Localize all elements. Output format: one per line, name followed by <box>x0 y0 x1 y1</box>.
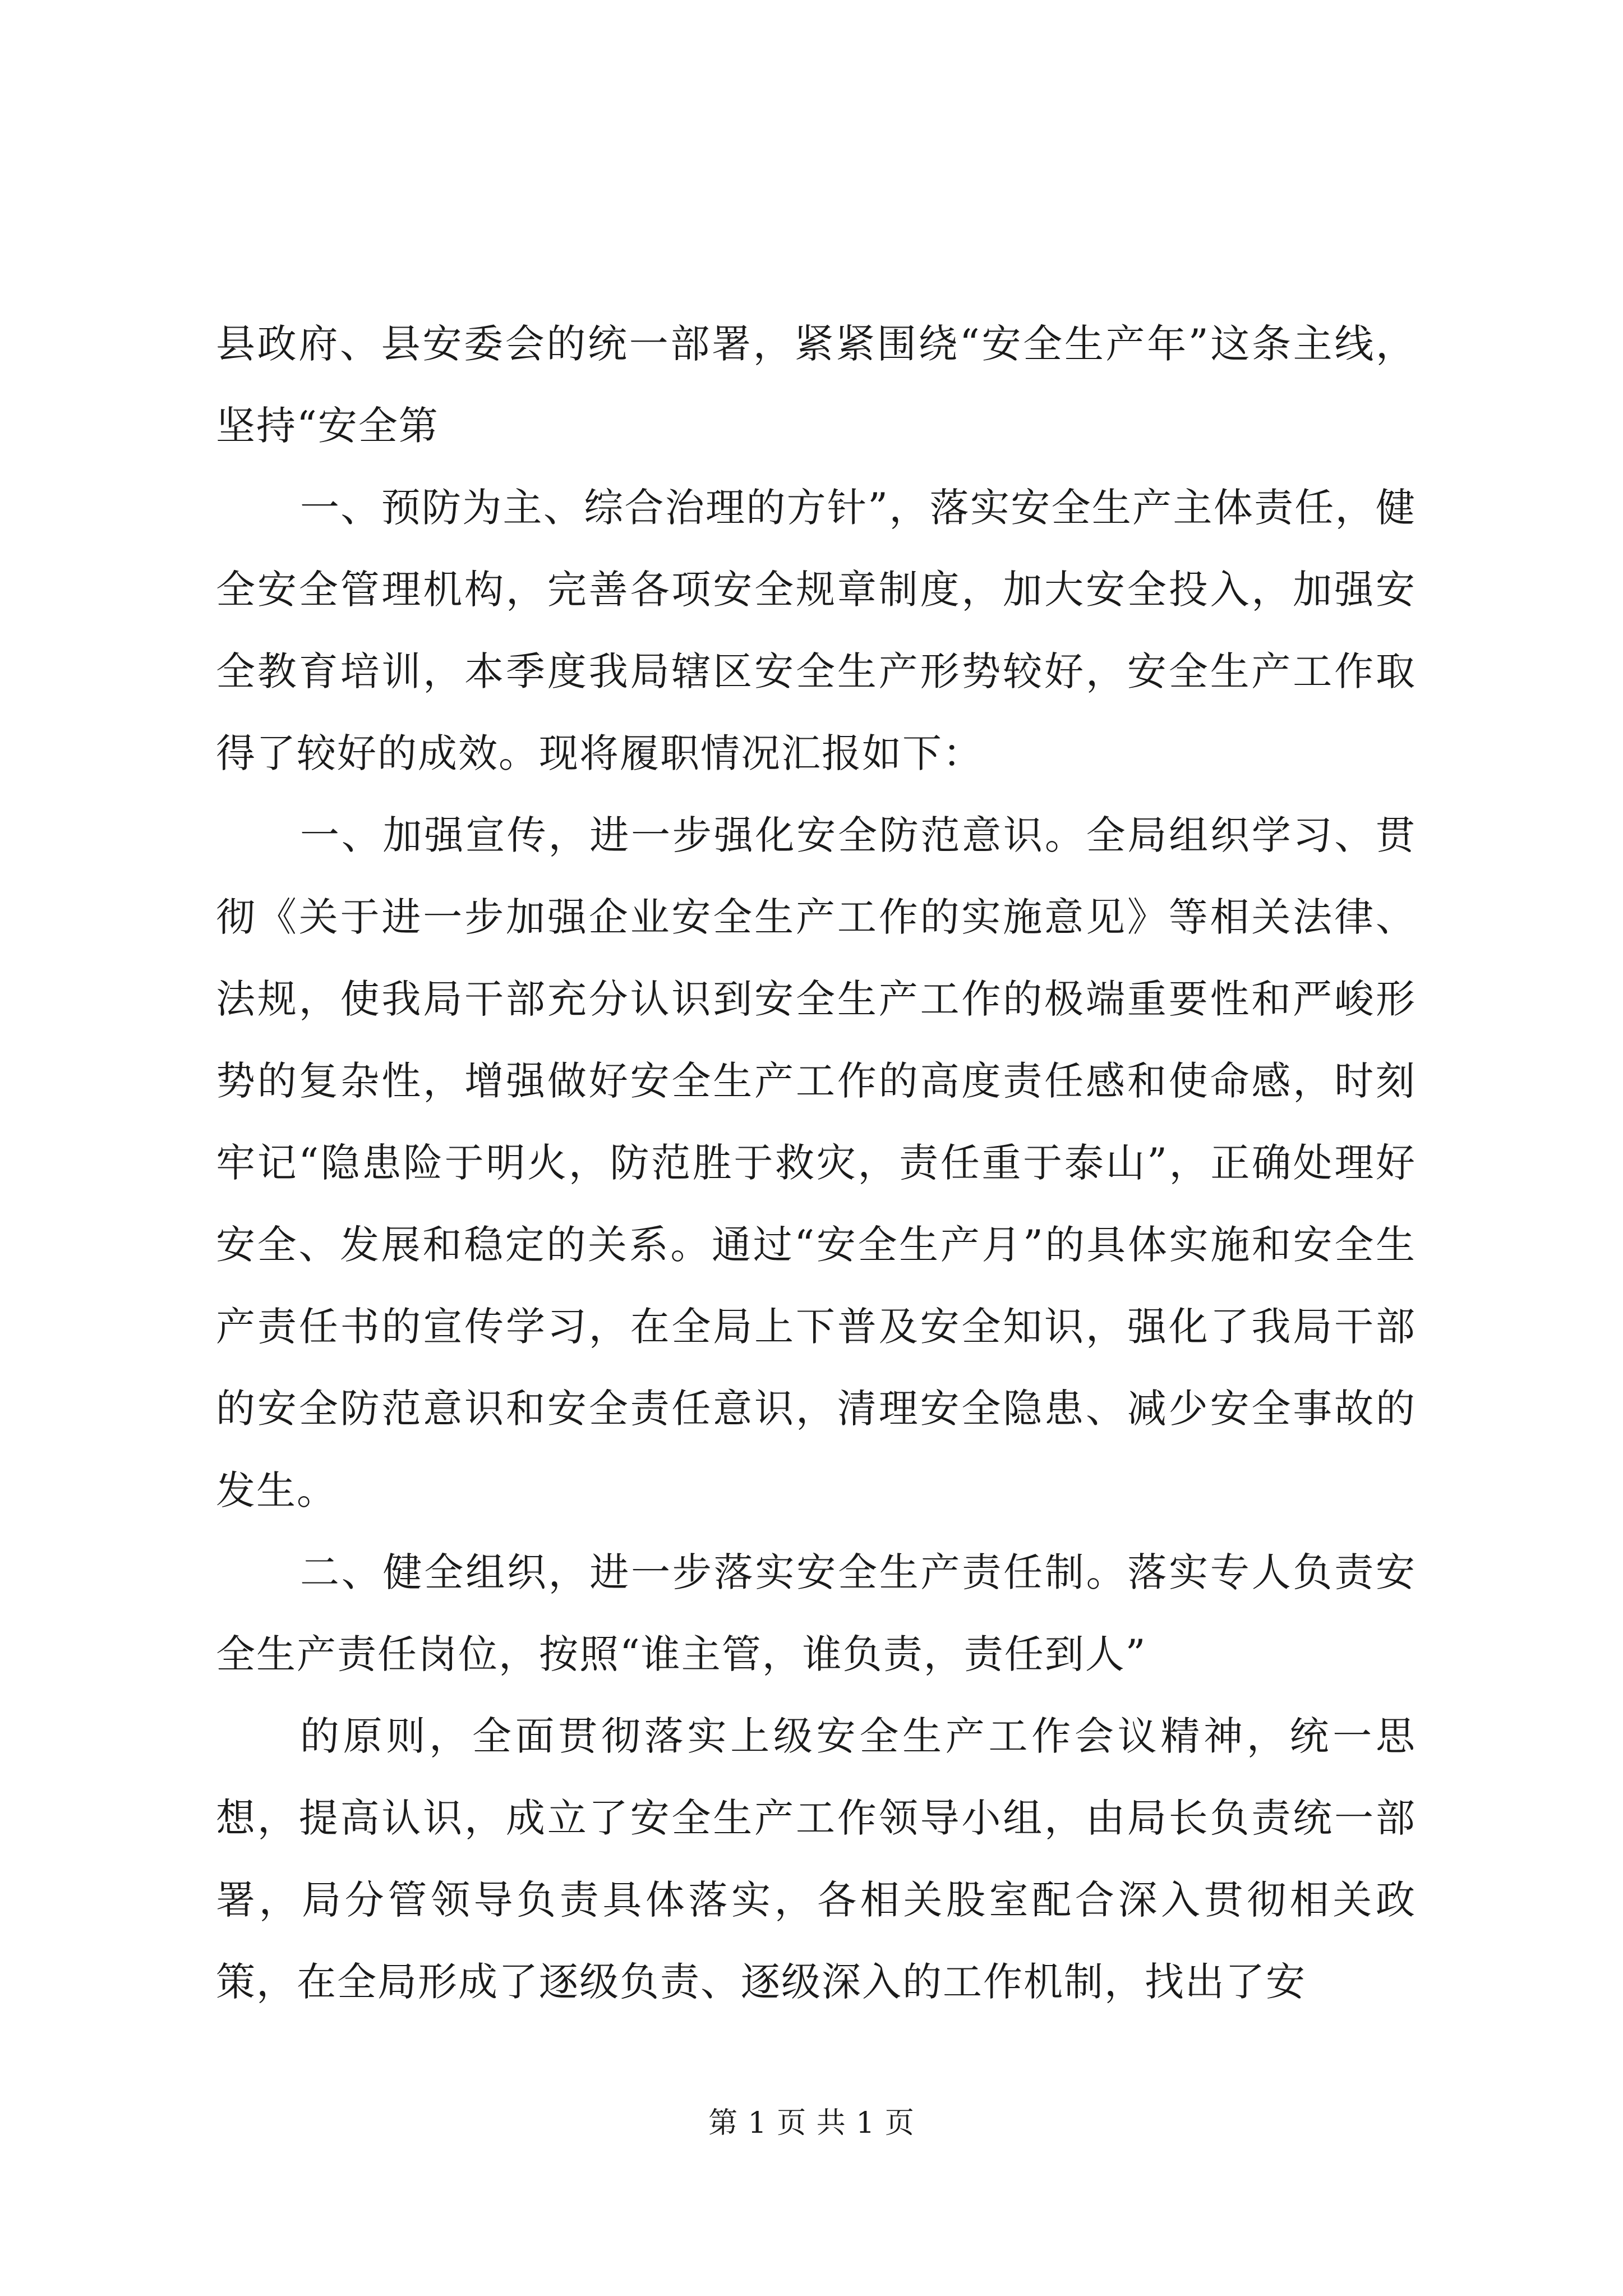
paragraph-1: 县政府、县安委会的统一部署，紧紧围绕“安全生产年”这条主线，坚持“安全第 <box>216 321 1416 449</box>
paragraph-4: 二、健全组织，进一步落实安全生产责任制。落实专人负责安全生产责任岗位，按照“谁主管，谁负责，责任到人” <box>216 1549 1416 1677</box>
document-body <box>216 303 1416 2023</box>
page-footer: 第 1 页 共 1 页 <box>708 2106 915 2140</box>
paragraph-2: 一、预防为主、综合治理的方针”，落实安全生产主体责任，健全安全管理机构，完善各项安全规章制度，加大安全投入，加强安全教育培训，本季度我局辖区安全生产形势较好，安全生产工作取得了较好的成效。现将履职情况汇报如下： <box>216 485 1416 776</box>
paragraph-5: 的原则，全面贯彻落实上级安全生产工作会议精神，统一思想，提高认识，成立了安全生产工作领导小组，由局长负责统一部署，局分管领导负责具体落实，各相关股室配合深入贯彻相关政策，在全局形成了逐级负责、逐级深入的工作机制，找出了安 <box>216 1713 1416 2005</box>
paragraph-3: 一、加强宣传，进一步强化安全防范意识。全局组织学习、贯彻《关于进一步加强企业安全生产工作的实施意见》等相关法律、法规，使我局干部充分认识到安全生产工作的极端重要性和严峻形势的复杂性，增强做好安全生产工作的高度责任感和使命感，时刻牢记“隐患险于明火，防范胜于救灾，责任重于泰山”，正确处理好安全、发展和稳定的关系。通过“安全生产月”的具体实施和安全生产责任书的宣传学习，在全局上下普及安全知识，强化了我局干部的安全防范意识和安全责任意识，清理安全隐患、减少安全事故的发生。 <box>216 812 1416 1513</box>
